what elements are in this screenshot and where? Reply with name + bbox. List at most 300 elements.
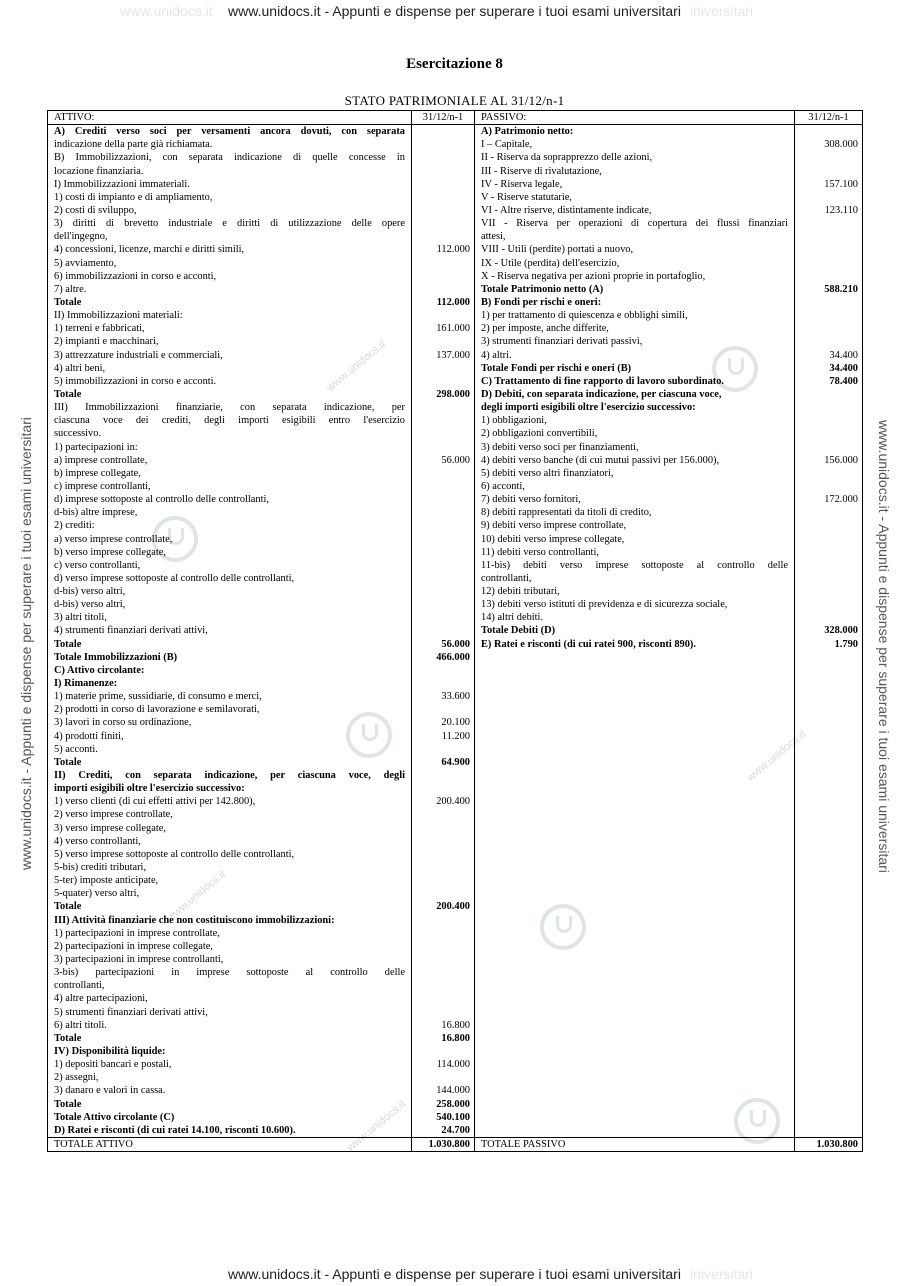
passivo-item — [475, 835, 795, 848]
attivo-item: I) Rimanenze: — [48, 677, 412, 690]
passivo-value — [795, 1032, 863, 1045]
attivo-item: d) verso imprese sottoposte al controllo delle controllanti, — [48, 572, 412, 585]
passivo-value — [795, 559, 863, 572]
passivo-item — [475, 822, 795, 835]
attivo-value: 137.000 — [412, 349, 475, 362]
passivo-value: 156.000 — [795, 454, 863, 467]
passivo-value — [795, 1019, 863, 1032]
passivo-item — [475, 756, 795, 769]
attivo-item: 4) prodotti finiti, — [48, 730, 412, 743]
attivo-item: C) Attivo circolante: — [48, 664, 412, 677]
passivo-item: 6) acconti, — [475, 480, 795, 493]
passivo-value: 78.400 — [795, 375, 863, 388]
passivo-item — [475, 1019, 795, 1032]
watermark-diagonal: www.unidocs.it — [324, 338, 389, 394]
passivo-value — [795, 677, 863, 690]
attivo-value: 33.600 — [412, 690, 475, 703]
passivo-item: A) Patrimonio netto: — [475, 125, 795, 139]
attivo-value — [412, 953, 475, 966]
passivo-value: 157.100 — [795, 178, 863, 191]
table-row — [48, 927, 863, 940]
attivo-value — [412, 427, 475, 440]
table-row — [48, 953, 863, 966]
table-row — [48, 375, 863, 388]
attivo-item: 1) partecipazioni in imprese controllate, — [48, 927, 412, 940]
attivo-item: Totale — [48, 900, 412, 913]
table-row — [48, 533, 863, 546]
attivo-value — [412, 743, 475, 756]
passivo-item — [475, 664, 795, 677]
passivo-value — [795, 940, 863, 953]
table-row — [48, 349, 863, 362]
attivo-item: B) Immobilizzazioni, con separata indicazione di quelle concesse in — [48, 151, 412, 164]
passivo-item: 14) altri debiti. — [475, 611, 795, 624]
attivo-item: Totale — [48, 1032, 412, 1045]
table-row — [48, 125, 863, 139]
table-row — [48, 138, 863, 151]
passivo-item — [475, 716, 795, 729]
attivo-value — [412, 611, 475, 624]
table-row — [48, 769, 863, 782]
attivo-value — [412, 519, 475, 532]
passivo-value — [795, 1071, 863, 1084]
attivo-value: 200.400 — [412, 900, 475, 913]
watermark-ghost-bottom: iniversitari — [690, 1266, 754, 1282]
passivo-value — [795, 585, 863, 598]
attivo-value — [412, 1045, 475, 1058]
table-row — [48, 204, 863, 217]
passivo-item: B) Fondi per rischi e oneri: — [475, 296, 795, 309]
attivo-value — [412, 572, 475, 585]
passivo-item — [475, 953, 795, 966]
watermark-side-right: www.unidocs.it - Appunti e dispense per superare i tuoi esami universitari — [876, 420, 892, 873]
passivo-value — [795, 861, 863, 874]
passivo-value — [795, 480, 863, 493]
attivo-item: Totale — [48, 388, 412, 401]
watermark-diagonal: www.unidocs.it — [344, 1098, 409, 1154]
passivo-value — [795, 927, 863, 940]
passivo-value — [795, 506, 863, 519]
table-row — [48, 191, 863, 204]
table-row — [48, 992, 863, 1005]
attivo-item: 5-bis) crediti tributari, — [48, 861, 412, 874]
attivo-value: 16.800 — [412, 1032, 475, 1045]
table-row — [48, 887, 863, 900]
attivo-value — [412, 966, 475, 979]
attivo-value: 112.000 — [412, 296, 475, 309]
watermark-diagonal: www.unidocs.it — [164, 868, 229, 924]
passivo-value — [795, 782, 863, 795]
attivo-value — [412, 257, 475, 270]
attivo-item: dell'ingegno, — [48, 230, 412, 243]
passivo-value — [795, 1124, 863, 1138]
total-attivo-value: 1.030.800 — [412, 1137, 475, 1151]
attivo-value: 114.000 — [412, 1058, 475, 1071]
passivo-value — [795, 992, 863, 1005]
attivo-item: Totale Immobilizzazioni (B) — [48, 651, 412, 664]
passivo-value — [795, 296, 863, 309]
passivo-item — [475, 782, 795, 795]
table-row — [48, 782, 863, 795]
passivo-value — [795, 822, 863, 835]
attivo-item: c) verso controllanti, — [48, 559, 412, 572]
attivo-value — [412, 703, 475, 716]
table-row — [48, 165, 863, 178]
table-row — [48, 388, 863, 401]
passivo-value — [795, 151, 863, 164]
attivo-item: 2) costi di sviluppo, — [48, 204, 412, 217]
table-row — [48, 335, 863, 348]
table-row — [48, 1006, 863, 1019]
attivo-value — [412, 874, 475, 887]
attivo-item: 5) verso imprese sottoposte al controllo delle controllanti, — [48, 848, 412, 861]
attivo-item: A) Crediti verso soci per versamenti ancora dovuti, con separata — [48, 125, 412, 139]
attivo-value — [412, 861, 475, 874]
passivo-item — [475, 914, 795, 927]
passivo-item — [475, 795, 795, 808]
passivo-value — [795, 572, 863, 585]
attivo-item: II) Crediti, con separata indicazione, per ciascuna voce, degli — [48, 769, 412, 782]
passivo-item — [475, 874, 795, 887]
table-row — [48, 677, 863, 690]
passivo-value — [795, 716, 863, 729]
attivo-item: 1) partecipazioni in: — [48, 441, 412, 454]
passivo-value: 172.000 — [795, 493, 863, 506]
passivo-item: 3) debiti verso soci per finanziamenti, — [475, 441, 795, 454]
passivo-item — [475, 1045, 795, 1058]
passivo-item: 11) debiti verso controllanti, — [475, 546, 795, 559]
passivo-item: 3) strumenti finanziari derivati passivi, — [475, 335, 795, 348]
passivo-item: II - Riserva da soprapprezzo delle azioni, — [475, 151, 795, 164]
table-row — [48, 716, 863, 729]
table-row — [48, 743, 863, 756]
table-row — [48, 664, 863, 677]
table-row — [48, 651, 863, 664]
table-row — [48, 848, 863, 861]
passivo-item: E) Ratei e risconti (di cui ratei 900, risconti 890). — [475, 638, 795, 651]
passivo-item: 1) obbligazioni, — [475, 414, 795, 427]
attivo-value — [412, 979, 475, 992]
attivo-value — [412, 887, 475, 900]
passivo-value — [795, 546, 863, 559]
table-row — [48, 1045, 863, 1058]
table-row — [48, 362, 863, 375]
attivo-value: 16.800 — [412, 1019, 475, 1032]
attivo-item: IV) Disponibilità liquide: — [48, 1045, 412, 1058]
passivo-item: D) Debiti, con separata indicazione, per ciascuna voce, — [475, 388, 795, 401]
attivo-item: Totale — [48, 296, 412, 309]
attivo-item: importi esigibili oltre l'esercizio successivo: — [48, 782, 412, 795]
passivo-item: 2) per imposte, anche differite, — [475, 322, 795, 335]
table-row — [48, 585, 863, 598]
total-passivo-label: TOTALE PASSIVO — [475, 1137, 795, 1151]
watermark-top: www.unidocs.it - Appunti e dispense per superare i tuoi esami universitari — [228, 3, 681, 19]
passivo-item: X - Riserva negativa per azioni proprie in portafoglio, — [475, 270, 795, 283]
attivo-value: 298.000 — [412, 388, 475, 401]
passivo-item — [475, 927, 795, 940]
balance-sheet-table — [47, 110, 863, 1152]
passivo-value — [795, 217, 863, 230]
passivo-value — [795, 874, 863, 887]
passivo-value: 34.400 — [795, 362, 863, 375]
passivo-item — [475, 1006, 795, 1019]
passivo-item: VI - Altre riserve, distintamente indicate, — [475, 204, 795, 217]
attivo-value — [412, 624, 475, 637]
attivo-value: 200.400 — [412, 795, 475, 808]
table-row — [48, 979, 863, 992]
passivo-value — [795, 795, 863, 808]
passivo-item — [475, 743, 795, 756]
attivo-item: 5) strumenti finanziari derivati attivi, — [48, 1006, 412, 1019]
attivo-item: 2) prodotti in corso di lavorazione e semilavorati, — [48, 703, 412, 716]
attivo-item: 3) danaro e valori in cassa. — [48, 1084, 412, 1097]
passivo-value — [795, 1084, 863, 1097]
passivo-value — [795, 966, 863, 979]
attivo-value — [412, 598, 475, 611]
table-row — [48, 230, 863, 243]
passivo-value — [795, 756, 863, 769]
passivo-item — [475, 1124, 795, 1138]
attivo-item: successivo. — [48, 427, 412, 440]
attivo-value — [412, 151, 475, 164]
attivo-value — [412, 808, 475, 821]
attivo-item: I) Immobilizzazioni immateriali. — [48, 178, 412, 191]
passivo-value — [795, 664, 863, 677]
table-row — [48, 493, 863, 506]
table-row — [48, 874, 863, 887]
passivo-item — [475, 966, 795, 979]
passivo-value — [795, 743, 863, 756]
table-row — [48, 611, 863, 624]
attivo-value — [412, 165, 475, 178]
table-row — [48, 1032, 863, 1045]
table-row — [48, 480, 863, 493]
passivo-value — [795, 519, 863, 532]
passivo-value — [795, 730, 863, 743]
table-row — [48, 296, 863, 309]
attivo-value: 56.000 — [412, 454, 475, 467]
passivo-item: IV - Riserva legale, — [475, 178, 795, 191]
table-row — [48, 151, 863, 164]
attivo-item: 1) verso clienti (di cui effetti attivi per 142.800), — [48, 795, 412, 808]
attivo-item: b) verso imprese collegate, — [48, 546, 412, 559]
passivo-value — [795, 1098, 863, 1111]
attivo-value — [412, 230, 475, 243]
passivo-item — [475, 808, 795, 821]
passivo-item — [475, 769, 795, 782]
table-row — [48, 427, 863, 440]
attivo-item: 4) altre partecipazioni, — [48, 992, 412, 1005]
attivo-value — [412, 125, 475, 139]
attivo-value — [412, 848, 475, 861]
passivo-item — [475, 979, 795, 992]
table-row — [48, 309, 863, 322]
passivo-item: 2) obbligazioni convertibili, — [475, 427, 795, 440]
attivo-value: 144.000 — [412, 1084, 475, 1097]
passivo-item — [475, 677, 795, 690]
table-footer-row — [48, 1137, 863, 1151]
attivo-item: 2) impianti e macchinari, — [48, 335, 412, 348]
passivo-item — [475, 900, 795, 913]
attivo-value — [412, 1006, 475, 1019]
table-row — [48, 178, 863, 191]
table-row — [48, 559, 863, 572]
attivo-item: 2) crediti: — [48, 519, 412, 532]
passivo-item: Totale Patrimonio netto (A) — [475, 283, 795, 296]
passivo-item — [475, 940, 795, 953]
passivo-item: V - Riserve statutarie, — [475, 191, 795, 204]
attivo-item: a) verso imprese controllate, — [48, 533, 412, 546]
attivo-item: locazione finanziaria. — [48, 165, 412, 178]
passivo-item: C) Trattamento di fine rapporto di lavoro subordinato. — [475, 375, 795, 388]
attivo-item: 6) altri titoli. — [48, 1019, 412, 1032]
table-row — [48, 835, 863, 848]
attivo-item: b) imprese collegate, — [48, 467, 412, 480]
attivo-value — [412, 664, 475, 677]
attivo-item: indicazione della parte già richiamata. — [48, 138, 412, 151]
passivo-item — [475, 690, 795, 703]
passivo-item: 5) debiti verso altri finanziatori, — [475, 467, 795, 480]
header-date-passivo: 31/12/n-1 — [795, 111, 863, 125]
attivo-value — [412, 927, 475, 940]
passivo-item — [475, 992, 795, 1005]
table-row — [48, 441, 863, 454]
passivo-item — [475, 703, 795, 716]
passivo-value — [795, 1045, 863, 1058]
table-row — [48, 1124, 863, 1138]
watermark-side-left: www.unidocs.it - Appunti e dispense per superare i tuoi esami universitari — [18, 417, 34, 870]
attivo-item: 4) concessioni, licenze, marchi e diritti simili, — [48, 243, 412, 256]
attivo-value — [412, 362, 475, 375]
passivo-value — [795, 808, 863, 821]
passivo-item — [475, 861, 795, 874]
attivo-value — [412, 217, 475, 230]
passivo-value — [795, 1006, 863, 1019]
attivo-item: 3) diritti di brevetto industriale e diritti di utilizzazione delle opere — [48, 217, 412, 230]
attivo-item: II) Immobilizzazioni materiali: — [48, 309, 412, 322]
passivo-value — [795, 270, 863, 283]
attivo-item: 4) strumenti finanziari derivati attivi, — [48, 624, 412, 637]
attivo-item: 3) partecipazioni in imprese controllanti, — [48, 953, 412, 966]
table-row — [48, 454, 863, 467]
attivo-value: 11.200 — [412, 730, 475, 743]
passivo-value: 34.400 — [795, 349, 863, 362]
passivo-value — [795, 979, 863, 992]
passivo-item — [475, 848, 795, 861]
passivo-item: IX - Utile (perdita) dell'esercizio, — [475, 257, 795, 270]
passivo-item: 13) debiti verso istituti di previdenza e di sicurezza sociale, — [475, 598, 795, 611]
attivo-item: 4) altri beni, — [48, 362, 412, 375]
table-row — [48, 1111, 863, 1124]
table-row — [48, 217, 863, 230]
passivo-item — [475, 1071, 795, 1084]
attivo-item: c) imprese controllanti, — [48, 480, 412, 493]
attivo-value: 56.000 — [412, 638, 475, 651]
attivo-value — [412, 283, 475, 296]
passivo-value — [795, 690, 863, 703]
attivo-value — [412, 441, 475, 454]
attivo-value: 161.000 — [412, 322, 475, 335]
passivo-value — [795, 703, 863, 716]
passivo-value — [795, 243, 863, 256]
passivo-value — [795, 900, 863, 913]
attivo-item: 5-quater) verso altri, — [48, 887, 412, 900]
passivo-value: 588.210 — [795, 283, 863, 296]
table-row — [48, 467, 863, 480]
attivo-value — [412, 822, 475, 835]
table-row — [48, 808, 863, 821]
attivo-item: ciascuna voce dei crediti, degli importi esigibili entro l'esercizio — [48, 414, 412, 427]
table-row — [48, 690, 863, 703]
passivo-item: I – Capitale, — [475, 138, 795, 151]
attivo-item: d-bis) altre imprese, — [48, 506, 412, 519]
attivo-value — [412, 414, 475, 427]
attivo-item: 2) assegni, — [48, 1071, 412, 1084]
attivo-value — [412, 506, 475, 519]
table-title: STATO PATRIMONIALE AL 31/12/n-1 — [344, 93, 565, 108]
attivo-value — [412, 585, 475, 598]
table-row — [48, 624, 863, 637]
passivo-item: III - Riserve di rivalutazione, — [475, 165, 795, 178]
passivo-item — [475, 1098, 795, 1111]
table-row — [48, 861, 863, 874]
passivo-value — [795, 1111, 863, 1124]
table-row — [48, 598, 863, 611]
passivo-value — [795, 651, 863, 664]
attivo-value: 24.700 — [412, 1124, 475, 1138]
passivo-value — [795, 835, 863, 848]
table-row — [48, 1098, 863, 1111]
attivo-item: 2) verso imprese controllate, — [48, 808, 412, 821]
passivo-value: 123.110 — [795, 204, 863, 217]
passivo-value — [795, 401, 863, 414]
passivo-value — [795, 165, 863, 178]
passivo-item: 4) altri. — [475, 349, 795, 362]
attivo-value: 64.900 — [412, 756, 475, 769]
table-row — [48, 322, 863, 335]
attivo-value — [412, 480, 475, 493]
watermark-bottom: www.unidocs.it - Appunti e dispense per superare i tuoi esami universitari — [228, 1266, 681, 1282]
attivo-value — [412, 992, 475, 1005]
passivo-value — [795, 388, 863, 401]
watermark-ghost-right: iniversitari — [690, 3, 754, 19]
table-row — [48, 1071, 863, 1084]
table-row — [48, 506, 863, 519]
table-row — [48, 900, 863, 913]
attivo-value — [412, 559, 475, 572]
attivo-value — [412, 769, 475, 782]
table-row — [48, 243, 863, 256]
attivo-value — [412, 204, 475, 217]
passivo-value — [795, 125, 863, 139]
table-row — [48, 257, 863, 270]
attivo-value — [412, 138, 475, 151]
passivo-item: Totale Fondi per rischi e oneri (B) — [475, 362, 795, 375]
table-row — [48, 270, 863, 283]
attivo-value — [412, 1071, 475, 1084]
attivo-item: III) Immobilizzazioni finanziarie, con separata indicazione, per — [48, 401, 412, 414]
passivo-value — [795, 414, 863, 427]
table-row — [48, 401, 863, 414]
attivo-value — [412, 401, 475, 414]
passivo-value — [795, 1058, 863, 1071]
table-row — [48, 795, 863, 808]
header-passivo: PASSIVO: — [475, 111, 795, 125]
attivo-value: 540.100 — [412, 1111, 475, 1124]
passivo-item: Totale Debiti (D) — [475, 624, 795, 637]
table-header-row — [48, 111, 863, 125]
attivo-value — [412, 335, 475, 348]
